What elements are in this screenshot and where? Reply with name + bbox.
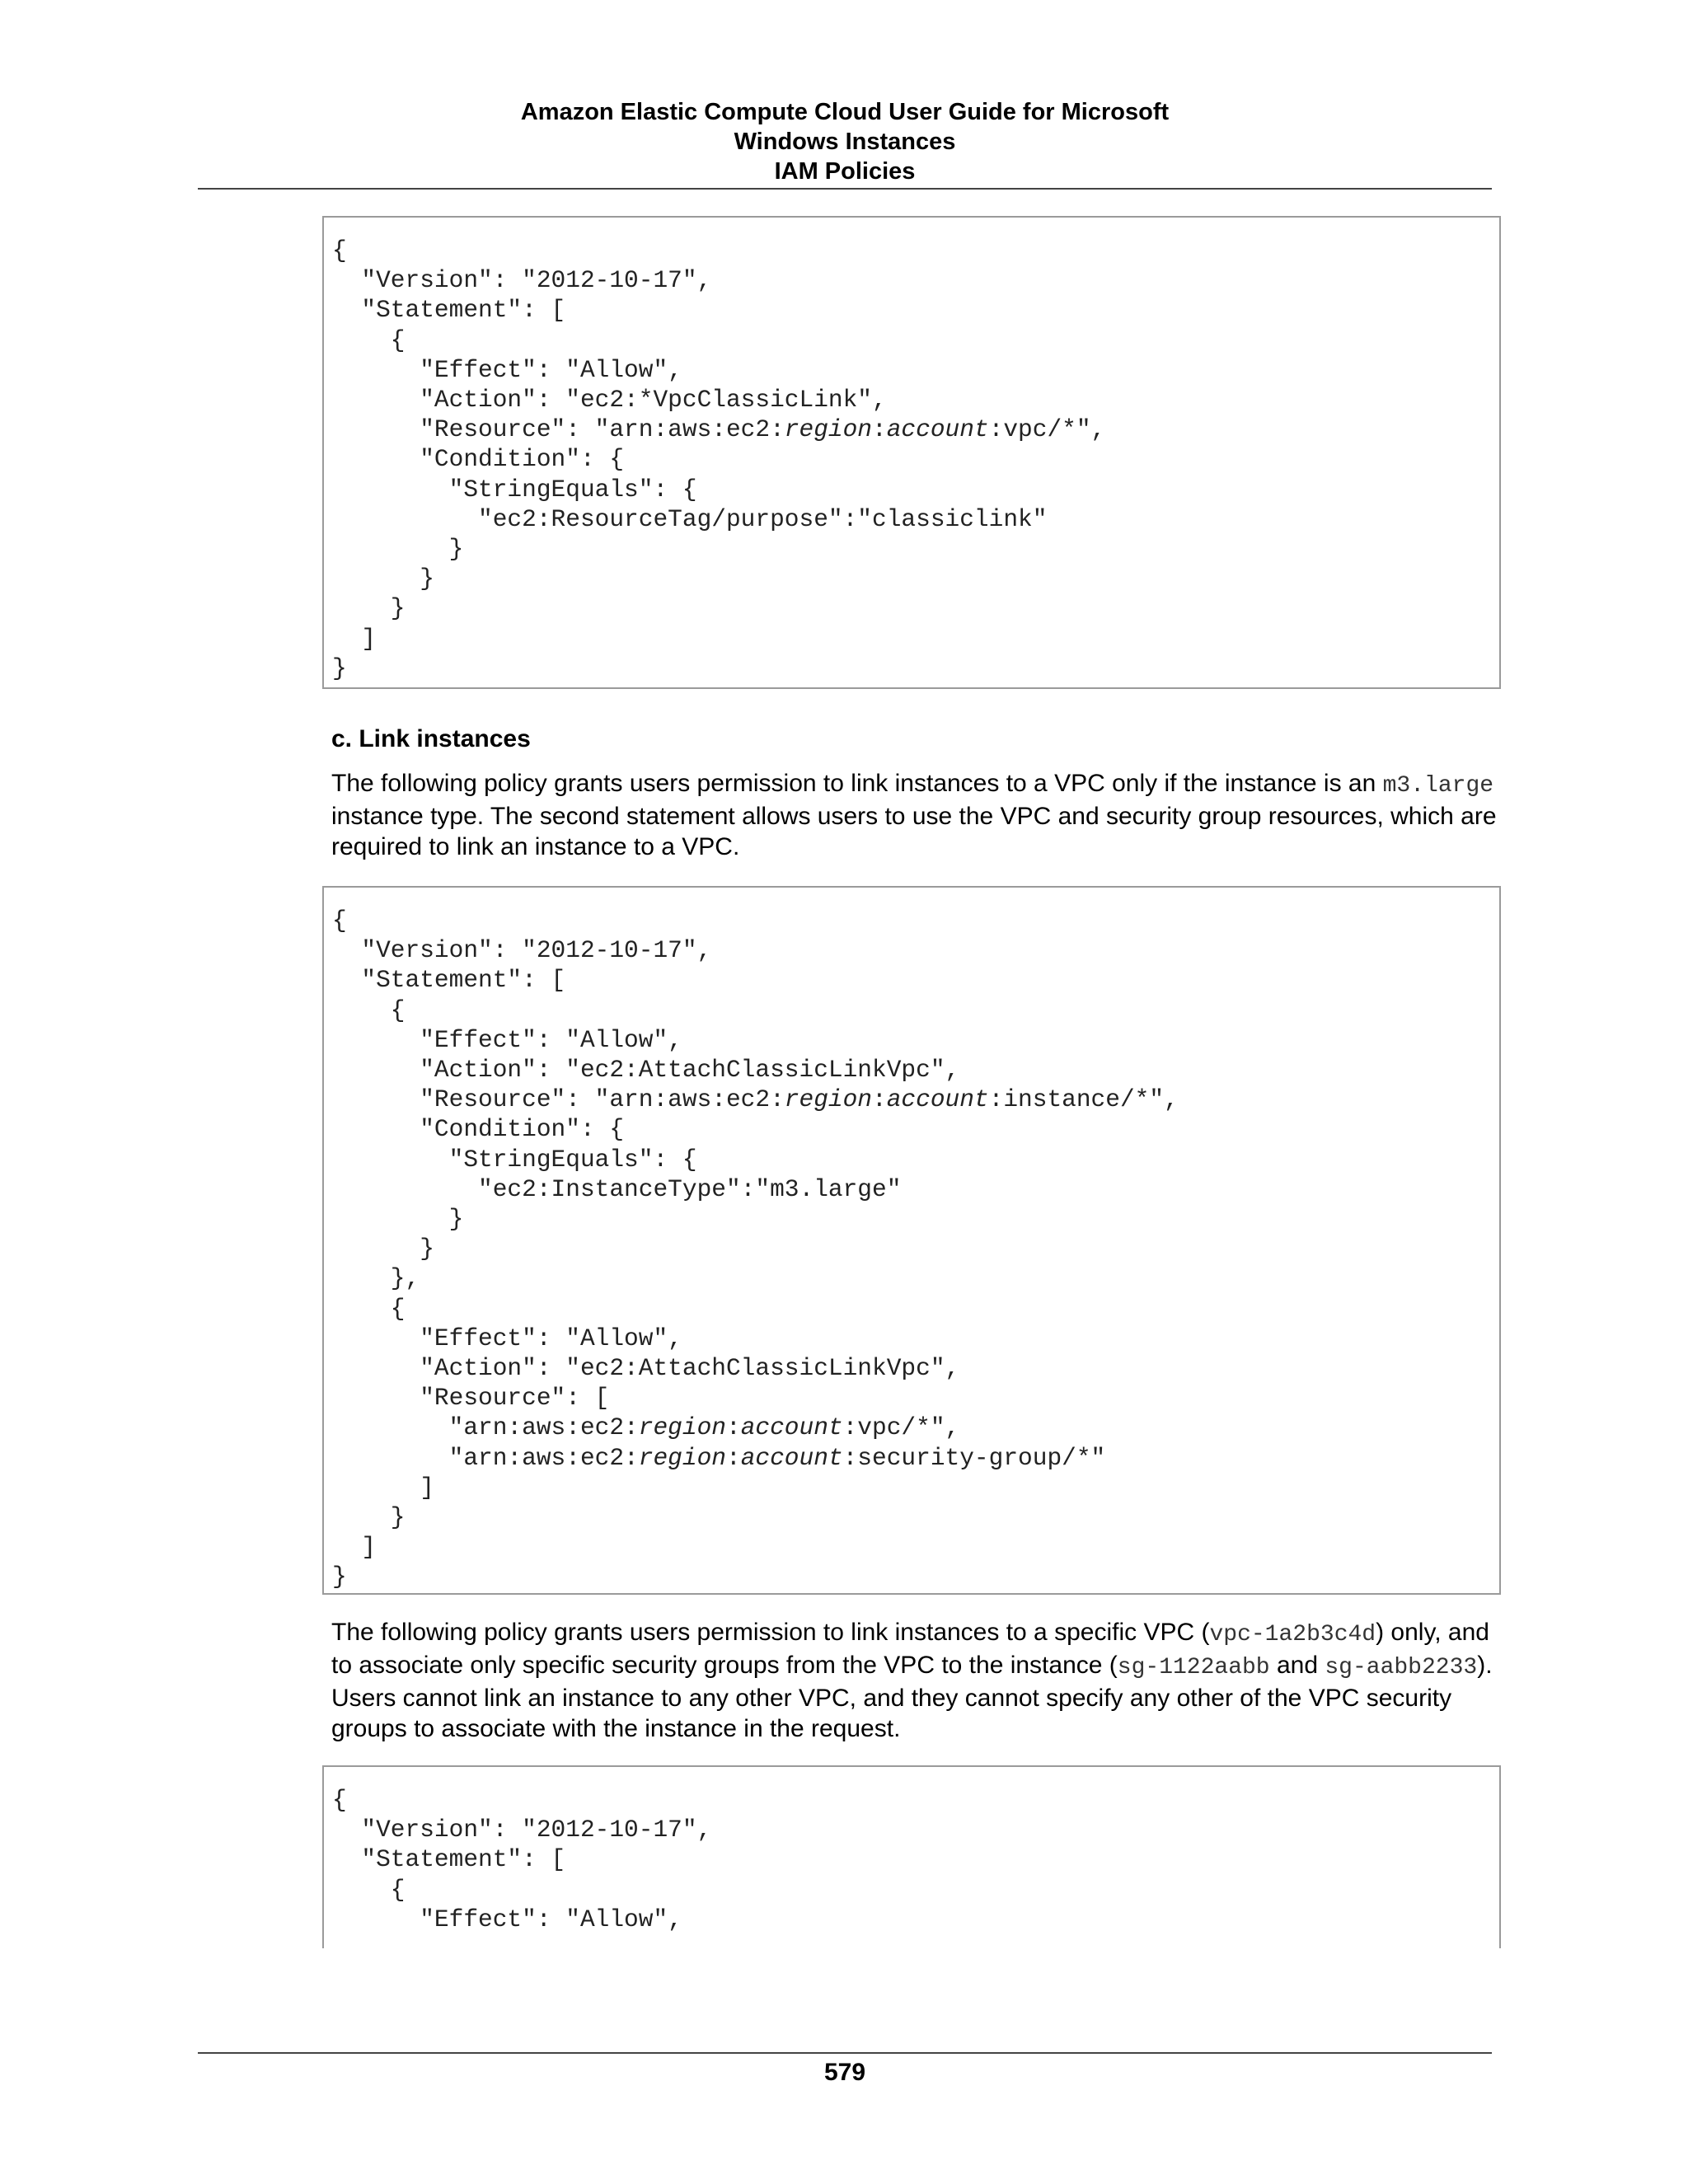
code-block-1: [322, 216, 1501, 689]
code-block-3: [322, 1765, 1501, 1948]
header-title-line-2: Windows Instances: [734, 129, 956, 155]
inline-code: sg-1122aabb: [1117, 1655, 1270, 1680]
page-number: 579: [823, 2059, 866, 2086]
section-heading: c. Link instances: [331, 725, 531, 752]
code-block-2: [322, 886, 1501, 1595]
inline-code: sg-aabb2233: [1325, 1655, 1478, 1680]
header-section-title: IAM Policies: [774, 158, 916, 185]
header-title-line-1: Amazon Elastic Compute Cloud User Guide for Microsoft: [520, 99, 1170, 125]
code-block-2-text: { "Version": "2012-10-17", "Statement": [ { "Effect": "Allow", "Action": "ec2:AttachClassicLinkVpc", "Resource": "arn:aws:ec2:region:account:instance/*", "Condition": { "StringEquals": { "ec2:InstanceType":"m3.large" } } }, { "Effect": "Allow", "Action": "ec2:AttachClassicLinkVpc", "Resource": [ "arn:aws:ec2:region:account:vpc/*", "arn:aws:ec2:region:account:security-group/*" ] } ] }: [332, 907, 1179, 1591]
footer-divider: [198, 2052, 1492, 2054]
inline-code: vpc-1a2b3c4d: [1209, 1622, 1376, 1647]
code-placeholder: account: [886, 1085, 989, 1114]
header-divider: [198, 188, 1492, 190]
code-placeholder: account: [886, 415, 989, 444]
inline-code: m3.large: [1382, 773, 1494, 799]
code-placeholder: account: [740, 1443, 843, 1472]
code-placeholder: region: [638, 1413, 726, 1442]
code-placeholder: region: [784, 1085, 873, 1114]
code-block-3-text: { "Version": "2012-10-17", "Statement": [ { "Effect": "Allow",: [332, 1786, 712, 1933]
code-block-1-text: { "Version": "2012-10-17", "Statement": [ { "Effect": "Allow", "Action": "ec2:*VpcClassicLink", "Resource": "arn:aws:ec2:region:account:vpc/*", "Condition": { "StringEquals": { "ec2:ResourceTag/purpose":"classiclink" } } } ] }: [332, 237, 1106, 682]
paragraph-1: The following policy grants users permission to link instances to a VPC only if the instance is an m3.large instance type. The second statement allows users to use the VPC and security group resources, which are required to link an instance to a VPC.: [331, 770, 1497, 860]
page-header: [198, 97, 1492, 186]
paragraph-2: The following policy grants users permission to link instances to a specific VPC (vpc-1a2b3c4d) only, and to associate only specific security groups from the VPC to the instance (sg-1122aabb and sg-aabb2233). Users cannot link an instance to any other VPC, and they cannot specify any other of the VPC security groups to associate with the instance in the request.: [331, 1619, 1493, 1742]
code-placeholder: account: [740, 1413, 843, 1442]
code-placeholder: region: [638, 1443, 726, 1472]
code-placeholder: region: [784, 415, 873, 444]
